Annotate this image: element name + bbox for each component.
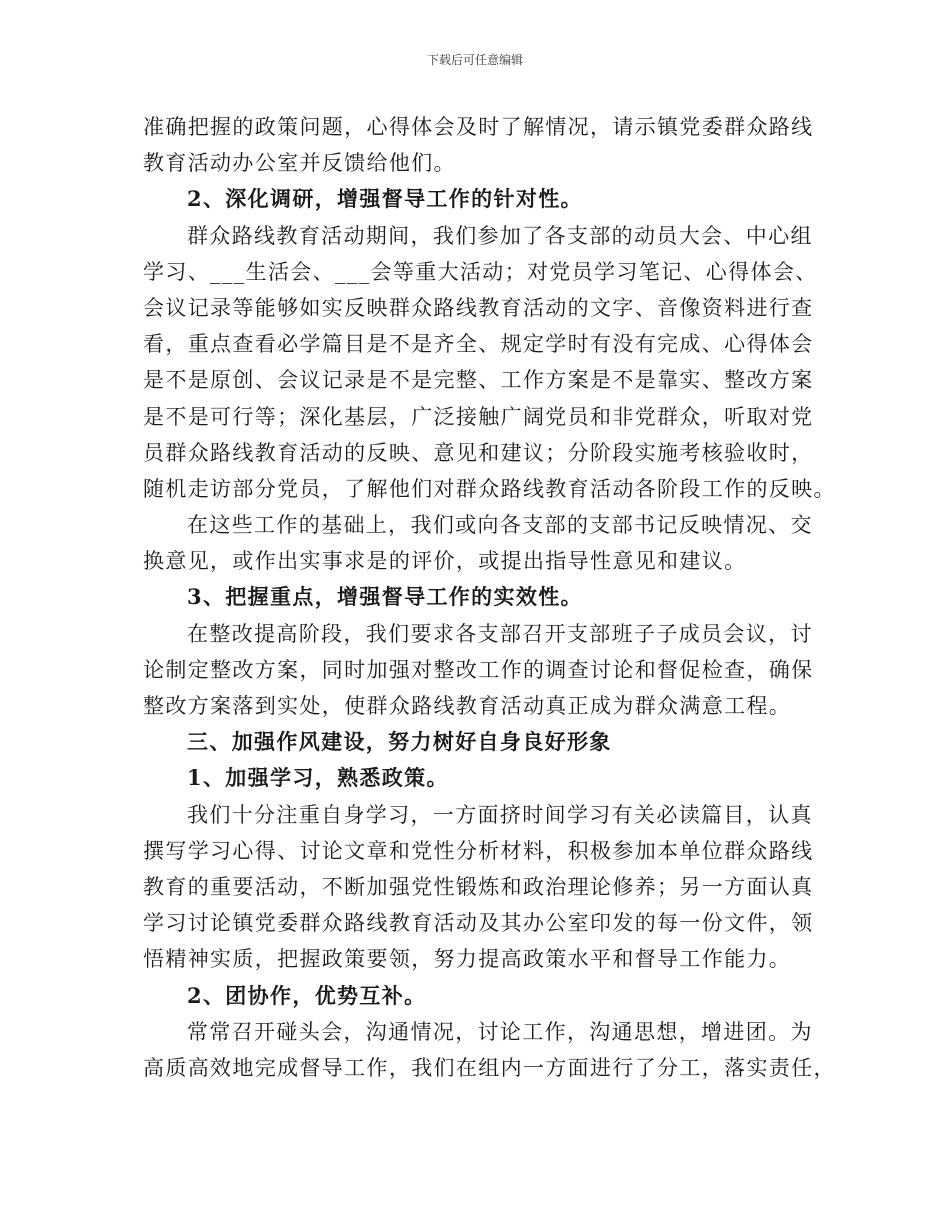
text-line: 在整改提高阶段，我们要求各支部召开支部班子子成员会议，讨 xyxy=(187,621,813,646)
document-body xyxy=(143,109,836,1086)
text-line: 随机走访部分党员，了解他们对群众路线教育活动各阶段工作的反映。 xyxy=(143,476,836,501)
text-line: 教育活动办公室并反馈给他们。 xyxy=(143,151,456,176)
text-line: 撰写学习心得、讨论文章和党性分析材料，积极参加本单位群众路线 xyxy=(143,838,814,863)
section-heading: 3、把握重点，增强督导工作的实效性。 xyxy=(187,584,583,610)
text-line: 论制定整改方案，同时加强对整改工作的调查讨论和督促检查，确保 xyxy=(143,657,814,682)
section-heading: 2、团协作，优势互补。 xyxy=(187,982,427,1008)
text-line: 准确把握的政策问题，心得体会及时了解情况，请示镇党委群众路线 xyxy=(143,115,814,139)
chapter-heading: 三、加强作风建设，努力树好自身良好形象 xyxy=(187,729,612,755)
page-header: 下载后可任意编辑 xyxy=(426,53,523,67)
text-line: 学习讨论镇党委群众路线教育活动及其办公室印发的每一份文件，领 xyxy=(143,911,814,936)
text-line: 教育的重要活动，不断加强党性锻炼和政治理论修养；另一方面认真 xyxy=(143,874,814,899)
text-line: 我们十分注重自身学习，一方面挤时间学习有关必读篇目，认真 xyxy=(187,802,813,827)
section-heading: 1、加强学习，熟悉政策。 xyxy=(187,765,449,791)
text-line: 是不是原创、会议记录是不是完整、工作方案是不是靠实、整改方案 xyxy=(143,368,814,393)
text-line: 员群众路线教育活动的反映、意见和建议；分阶段实施考核验收时， xyxy=(143,440,814,465)
text-line: 是不是可行等；深化基层，广泛接触广阔党员和非党群众，听取对党 xyxy=(143,404,814,429)
text-line: 换意见，或作出实事求是的评价，或提出指导性意见和建议。 xyxy=(143,549,747,574)
section-heading: 2、深化调研，增强督导工作的针对性。 xyxy=(187,186,583,212)
text-line: 学习、___生活会、___会等重大活动；对党员学习笔记、心得体会、 xyxy=(143,259,818,284)
text-line: 看，重点查看必学篇目是不是齐全、规定学时有没有完成、心得体会 xyxy=(143,332,814,357)
text-line: 高质高效地完成督导工作，我们在组内一方面进行了分工，落实责任， xyxy=(143,1055,836,1080)
text-line: 在这些工作的基础上，我们或向各支部的支部书记反映情况、交 xyxy=(187,513,813,538)
text-line: 悟精神实质，把握政策要领，努力提高政策水平和督导工作能力。 xyxy=(143,947,792,972)
text-line: 群众路线教育活动期间，我们参加了各支部的动员大会、中心组 xyxy=(187,223,813,248)
text-line: 会议记录等能够如实反映群众路线教育活动的文字、音像资料进行查 xyxy=(143,295,814,320)
text-line: 整改方案落到实处，使群众路线教育活动真正成为群众满意工程。 xyxy=(143,694,792,718)
text-line: 常常召开碰头会，沟通情况，讨论工作，沟通思想，增进团。为 xyxy=(187,1019,813,1044)
